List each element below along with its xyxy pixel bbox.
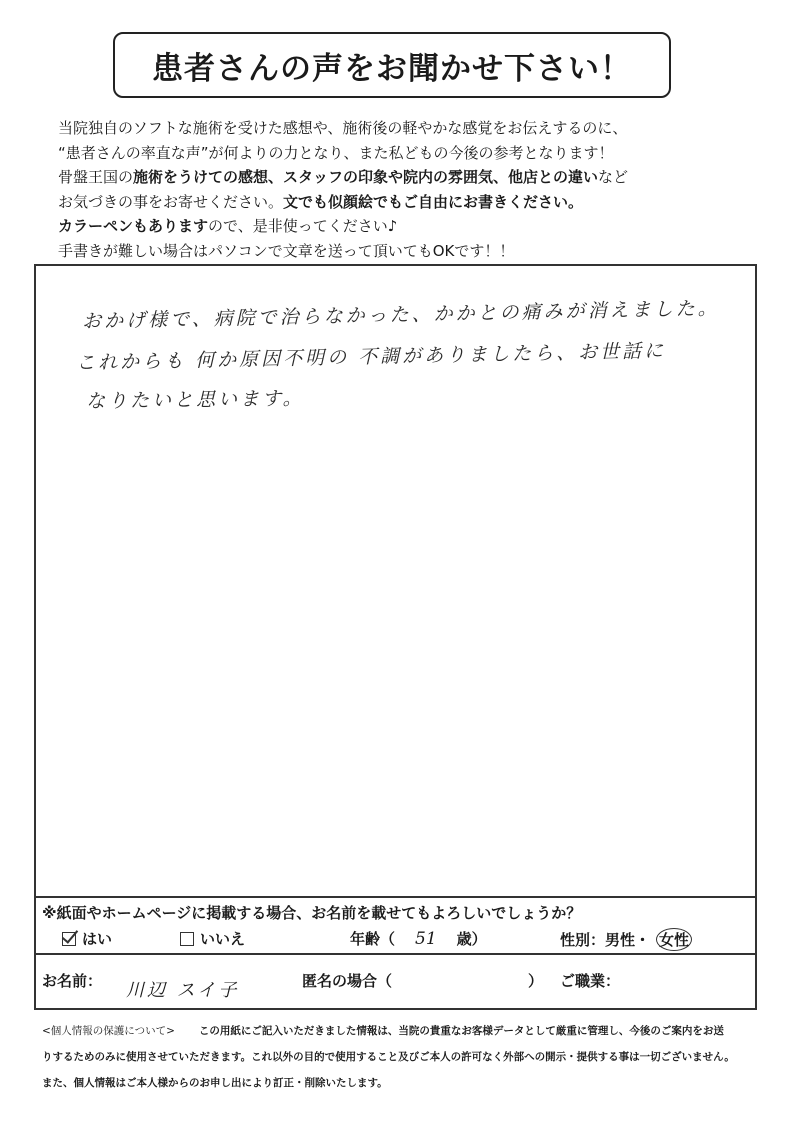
intro-line-2: “患者さんの率直な声”が何よりの力となり、また私どもの今後の参考となります！ (58, 143, 614, 162)
consent-question: ※紙面やホームページに掲載する場合、お名前を載せてもよろしいでしょうか？ (42, 904, 582, 922)
intro-line-5-b: ので、是非使ってください♪ (208, 217, 398, 235)
intro-line-4-a: お気づきの事をお寄せください。 (58, 192, 284, 211)
intro-line-3-c: など (598, 168, 629, 186)
gender-label: 性別：男性・ (560, 931, 651, 949)
yes-checkbox[interactable] (62, 932, 76, 946)
intro-line-3-b: 施術をうけての感想、スタッフの印象や院内の雰囲気、他店との違い (133, 168, 599, 186)
gender-field (560, 928, 692, 951)
privacy-notice (42, 1018, 762, 1096)
title-box (113, 32, 671, 98)
intro-line-6: 手書きが難しい場合はパソコンで文章を送って頂いてもOKです！！ (58, 241, 515, 260)
testimonial-line-1: おかげ様で、病院で治らなかった、かかとの痛みが消えました。 (81, 297, 720, 333)
privacy-line-2: りするためのみに使用させていただきます。これ以外の目的で使用すること及びご本人の許可なく外部への開示・提供する事は一切ございません。 (42, 1051, 735, 1063)
intro-line-5 (58, 214, 758, 239)
page-title: 患者さんの声をお聞かせ下さい！ (152, 50, 632, 87)
consent-yes-option[interactable] (62, 928, 112, 949)
privacy-heading: <個人情報の保護について> (42, 1025, 175, 1037)
intro-line-1: 当院独自のソフトな施術を受けた感想や、施術後の軽やかな感覚をお伝えするのに、 (58, 119, 628, 137)
intro-text (58, 116, 758, 263)
intro-line-3-a: 骨盤王国の (58, 168, 134, 186)
privacy-line-3: また、個人情報はご本人様からのお申し出により訂正・削除いたします。 (42, 1077, 388, 1089)
yes-label: はい (82, 930, 113, 948)
occupation-label: ご職業： (560, 972, 621, 990)
consent-divider (36, 896, 755, 898)
age-label: 年齢（ (350, 930, 396, 948)
no-checkbox[interactable] (180, 932, 194, 946)
privacy-line-1 (42, 1018, 762, 1044)
intro-line-4-b: 文でも似顔絵でもご自由にお書きください。 (283, 192, 584, 211)
name-divider (36, 953, 755, 955)
anonymous-label: 匿名の場合（ (302, 972, 393, 990)
testimonial-line-3: なりたいと思います。 (85, 387, 305, 413)
intro-line-4 (58, 190, 758, 215)
privacy-line-1-text: この用紙にご記入いただきました情報は、当院の貴重なお客様データとして厳重に管理し、今後のご案内をお送 (198, 1025, 724, 1037)
consent-no-option[interactable] (180, 928, 245, 949)
name-label: お名前： (42, 972, 103, 990)
comment-frame (34, 264, 757, 1010)
anonymous-close: ） (528, 972, 544, 990)
age-suffix: 歳） (456, 930, 487, 948)
testimonial-line-2: これからも 何か原因不明の 不調がありましたら、お世話に (75, 339, 667, 375)
name-value: 川辺 スイ子 (126, 980, 240, 1001)
age-field (350, 928, 487, 949)
gender-selected: 女性 (656, 928, 692, 951)
age-value: 51 (415, 928, 437, 949)
intro-line-3 (58, 165, 758, 190)
intro-line-5-a: カラーペンもあります (58, 217, 209, 235)
no-label: いいえ (200, 930, 246, 948)
